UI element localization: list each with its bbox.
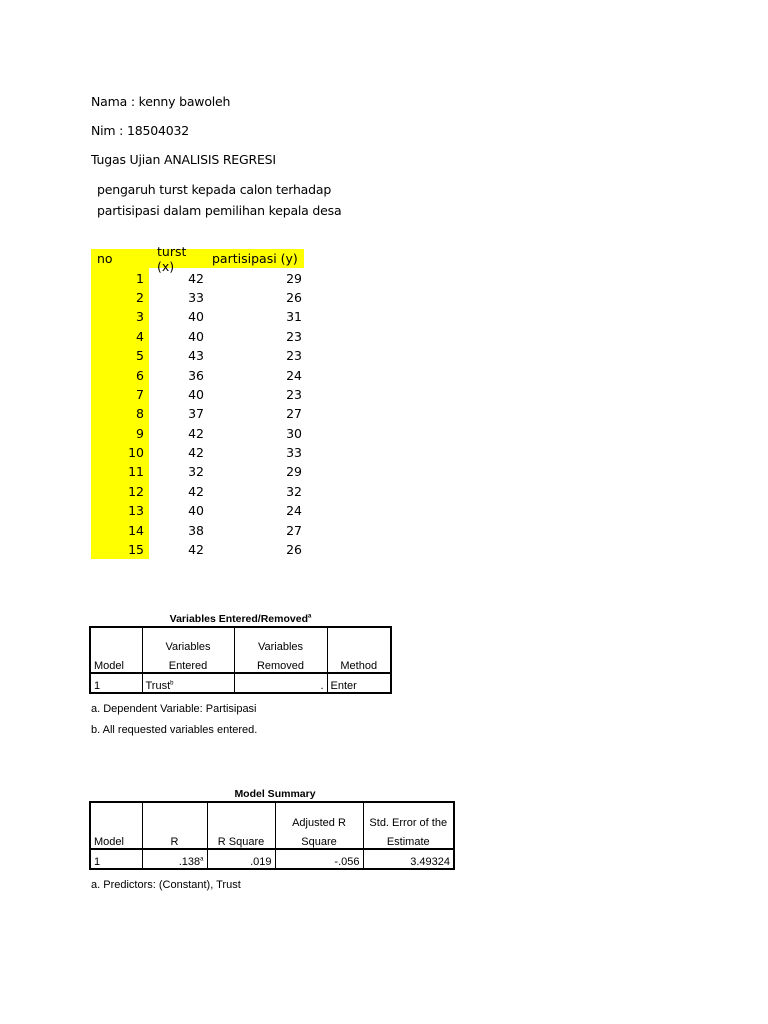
model-summary-table xyxy=(89,801,455,870)
cell-no: 12 xyxy=(91,482,149,501)
table-row xyxy=(91,307,304,326)
table-row xyxy=(91,462,304,481)
header-no: no xyxy=(91,249,149,268)
cell-no: 1 xyxy=(91,268,149,287)
cell-no: 6 xyxy=(91,365,149,384)
cell-no: 14 xyxy=(91,520,149,539)
nim-line: Nim : 18504032 xyxy=(91,123,189,138)
table-row xyxy=(91,288,304,307)
table-row xyxy=(91,365,304,384)
table-row xyxy=(91,501,304,520)
cell-no: 5 xyxy=(91,346,149,365)
footnote-a: a. Dependent Variable: Partisipasi xyxy=(91,703,257,715)
data-table-header xyxy=(91,243,304,274)
cell-y: 24 xyxy=(286,367,302,383)
footnote-predictors: a. Predictors: (Constant), Trust xyxy=(91,879,241,891)
cell-model: 1 xyxy=(90,673,142,693)
cell-y: 30 xyxy=(286,425,302,441)
cell-std-error: 3.49324 xyxy=(363,849,454,869)
table-row xyxy=(91,520,304,539)
table-row xyxy=(90,849,454,869)
cell-y: 27 xyxy=(286,522,302,538)
model-summary-title: Model Summary xyxy=(234,788,316,800)
cell-method: Enter xyxy=(327,673,391,693)
col-entered: Variables Entered xyxy=(142,627,234,673)
table-row xyxy=(91,385,304,404)
cell-no: 3 xyxy=(91,307,149,326)
cell-no: 4 xyxy=(91,327,149,346)
variables-table-header xyxy=(90,627,391,673)
cell-no: 7 xyxy=(91,385,149,404)
cell-y: 32 xyxy=(286,483,302,499)
cell-y: 31 xyxy=(286,309,302,325)
cell-model: 1 xyxy=(90,849,142,869)
cell-no: 11 xyxy=(91,462,149,481)
cell-no: 2 xyxy=(91,288,149,307)
cell-y: 26 xyxy=(286,289,302,305)
variables-table xyxy=(89,626,392,694)
col-r: R xyxy=(142,802,207,849)
cell-y: 24 xyxy=(286,503,302,519)
col-adjusted-r-square: Adjusted R Square xyxy=(275,802,363,849)
col-model: Model xyxy=(90,627,142,673)
cell-y: 26 xyxy=(286,542,302,558)
footnote-b: b. All requested variables entered. xyxy=(91,724,258,736)
cell-x: 40 xyxy=(188,328,204,344)
cell-r: .138$^a$ xyxy=(142,849,207,869)
table-row xyxy=(91,327,304,346)
table-row xyxy=(91,424,304,443)
cell-x: 38 xyxy=(188,522,204,538)
col-removed: Variables Removed xyxy=(234,627,327,673)
cell-y: 23 xyxy=(286,348,302,364)
table-row xyxy=(91,482,304,501)
cell-x: 37 xyxy=(188,406,204,422)
topic-line-1: pengaruh turst kepada calon terhadap xyxy=(97,182,332,197)
cell-x: 42 xyxy=(188,542,204,558)
cell-x: 40 xyxy=(188,309,204,325)
cell-no: 9 xyxy=(91,424,149,443)
data-table xyxy=(91,243,304,559)
cell-x: 32 xyxy=(188,464,204,480)
table-row xyxy=(91,268,304,287)
table-row xyxy=(91,346,304,365)
cell-x: 33 xyxy=(188,289,204,305)
col-std-error: Std. Error of the Estimate xyxy=(363,802,454,849)
cell-removed: . xyxy=(234,673,327,693)
cell-y: 23 xyxy=(286,386,302,402)
cell-y: 27 xyxy=(286,406,302,422)
cell-y: 29 xyxy=(286,270,302,286)
cell-x: 36 xyxy=(188,367,204,383)
table-row xyxy=(91,443,304,462)
cell-no: 13 xyxy=(91,501,149,520)
cell-y: 29 xyxy=(286,464,302,480)
cell-x: 40 xyxy=(188,503,204,519)
cell-no: 10 xyxy=(91,443,149,462)
table-row xyxy=(91,540,304,559)
col-r-square: R Square xyxy=(207,802,275,849)
cell-x: 42 xyxy=(188,445,204,461)
table-row xyxy=(91,404,304,423)
cell-x: 43 xyxy=(188,348,204,364)
cell-entered: Trust$^b$ xyxy=(142,673,234,693)
col-model: Model xyxy=(90,802,142,849)
header-y: partisipasi (y) xyxy=(207,249,304,268)
variables-table-title: Variables Entered/Removed$^a$ xyxy=(169,613,312,625)
cell-x: 42 xyxy=(188,425,204,441)
header-x: turst (x) xyxy=(149,249,207,268)
cell-x: 42 xyxy=(188,483,204,499)
data-table-body xyxy=(91,268,304,559)
cell-x: 42 xyxy=(188,270,204,286)
cell-y: 33 xyxy=(286,445,302,461)
name-line: Nama : kenny bawoleh xyxy=(91,94,231,109)
cell-adjusted-r-square: -.056 xyxy=(275,849,363,869)
assignment-title: Tugas Ujian ANALISIS REGRESI xyxy=(91,152,276,167)
topic-line-2: partisipasi dalam pemilihan kepala desa xyxy=(97,203,342,218)
cell-y: 23 xyxy=(286,328,302,344)
cell-no: 15 xyxy=(91,540,149,559)
cell-r-square: .019 xyxy=(207,849,275,869)
table-row xyxy=(90,673,391,693)
col-method: Method xyxy=(327,627,391,673)
model-summary-header xyxy=(90,802,454,849)
cell-no: 8 xyxy=(91,404,149,423)
cell-x: 40 xyxy=(188,386,204,402)
